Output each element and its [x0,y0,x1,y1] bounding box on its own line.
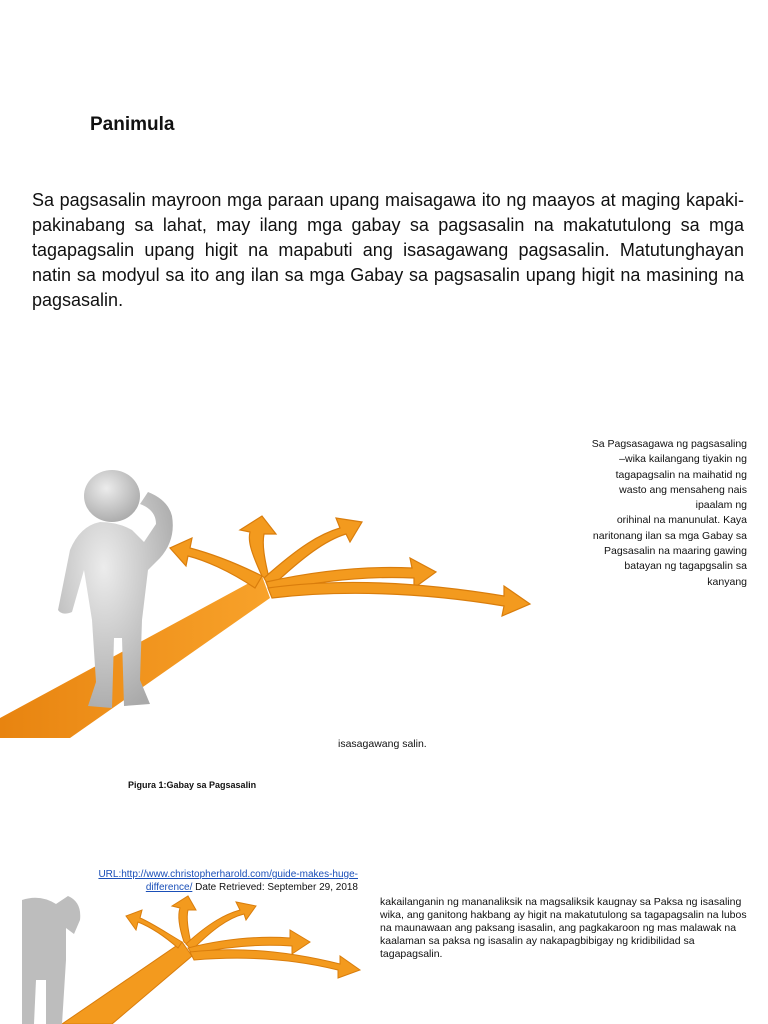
branch-arrows-small [62,896,360,1024]
side-text-line: –wika kailangang tiyakin ng [619,453,747,466]
intro-paragraph: Sa pagsasalin mayroon mga paraan upang maisagawa ito ng maayos at maging kapaki-pakinabang sa lahat, may ilang mga gabay sa pagsasalin na makatutulong sa mga tagapagsalin upang higit na mapabuti ang isasagawang pagsasalin. Matutunghayan natin sa modyul sa ito ang ilan sa mga Gabay sa pagsasalin upang higit na masining na pagsasalin. [32,190,744,310]
side-text-line: kanyang [707,575,747,588]
thinking-person-figure-small [22,896,80,1024]
side-text-tail: isasagawang salin. [338,738,427,750]
side-text-line: batayan ng tagapgsalin sa [624,560,747,573]
retrieved-date: Date Retrieved: September 29, 2018 [192,882,358,893]
side-text-line: tagapagsalin na maihatid ng [615,468,747,481]
page-heading: Panimula [90,114,175,135]
side-text-line: Pagsasalin na maaring gawing [603,545,747,558]
figure-caption: Pigura 1:Gabay sa Pagsasalin [128,780,257,790]
side-text-line: wasto ang mensaheng nais [619,483,747,496]
side-text-line: naritonang ilan sa mga Gabay sa [592,529,747,542]
side-text-line: orihinal na manunulat. Kaya [616,514,747,527]
body-paragraph-2: kakailanganin ng mananaliksik na magsaliksik kaugnay sa Paksa ng isasaling wika, ang ganitong hakbang ay higit na makatutulong sa tagapagsalin na lubos na maunawaan ang paksang isasalin, ang pagkakaroon ng mas malawak na kaalaman sa paksa ng isasalin ay nakapagbibigay ng kridibilidad sa tagapagsalin. [380,896,747,960]
side-text [535,437,747,590]
thinking-person-arrows-illustration [0,470,540,738]
thinking-person-arrows-illustration-small [22,890,362,1024]
side-text-line: Sa Pagsasagawa ng pagsasaling [591,438,747,450]
source-url-link[interactable]: URL:http://www.christopherharold.com/guide-makes-huge-difference/ [98,869,358,893]
side-text-line: ipaalam ng [695,499,747,512]
